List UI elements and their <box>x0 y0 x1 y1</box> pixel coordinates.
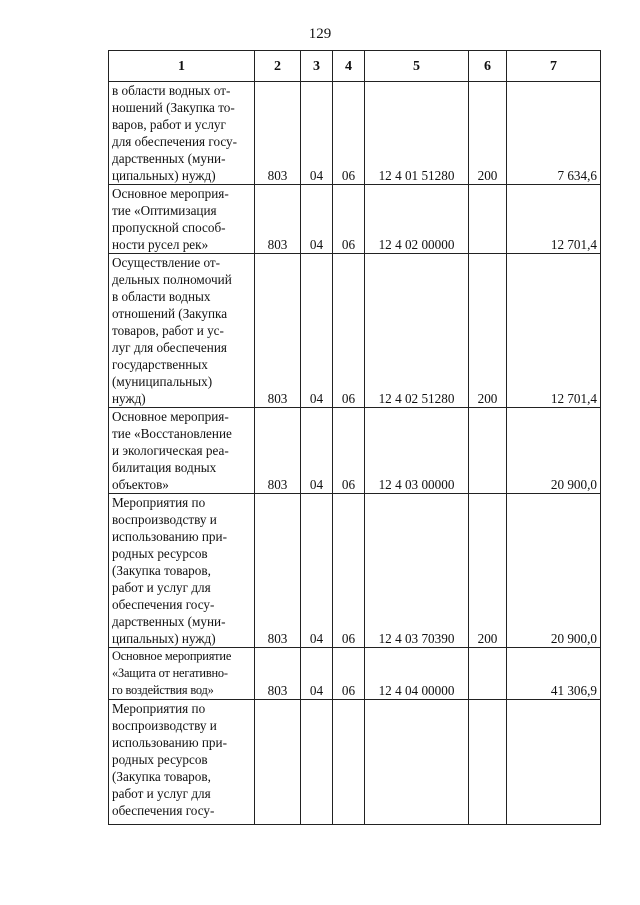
ministry-code: 803 <box>255 408 301 494</box>
ministry-code: 803 <box>255 82 301 185</box>
section-code: 04 <box>301 82 333 185</box>
section-code: 04 <box>301 254 333 408</box>
target-article-code: 12 4 04 00000 <box>365 648 469 700</box>
section-code: 04 <box>301 185 333 254</box>
column-header: 7 <box>507 51 601 82</box>
expense-type-code: 200 <box>469 494 507 648</box>
amount: 7 634,6 <box>507 82 601 185</box>
column-header: 1 <box>109 51 255 82</box>
column-header: 6 <box>469 51 507 82</box>
ministry-code: 803 <box>255 185 301 254</box>
section-code: 04 <box>301 648 333 700</box>
subsection-code: 06 <box>333 82 365 185</box>
target-article-code: 12 4 03 00000 <box>365 408 469 494</box>
ministry-code: 803 <box>255 494 301 648</box>
row-description: Мероприятия по воспроизводству и использованию при- родных ресурсов (Закупка товаров, работ и услуг для обеспечения госу- дарственных (муни- ципальных) нужд) <box>109 494 255 648</box>
table-row <box>109 494 601 648</box>
amount <box>507 700 601 825</box>
column-header: 5 <box>365 51 469 82</box>
amount: 12 701,4 <box>507 185 601 254</box>
expense-type-code <box>469 185 507 254</box>
ministry-code: 803 <box>255 254 301 408</box>
row-description: в области водных от- ношений (Закупка то- варов, работ и услуг для обеспечения госу- дарственных (муни- ципальных) нужд) <box>109 82 255 185</box>
row-description: Мероприятия по воспроизводству и использованию при- родных ресурсов (Закупка товаров, работ и услуг для обеспечения госу- <box>109 700 255 825</box>
subsection-code: 06 <box>333 185 365 254</box>
section-code: 04 <box>301 408 333 494</box>
budget-table <box>108 50 601 825</box>
table-row <box>109 700 601 825</box>
column-header: 4 <box>333 51 365 82</box>
target-article-code: 12 4 03 70390 <box>365 494 469 648</box>
subsection-code <box>333 700 365 825</box>
page-number: 129 <box>308 26 332 42</box>
table-row <box>109 254 601 408</box>
expense-type-code: 200 <box>469 254 507 408</box>
expense-type-code: 200 <box>469 82 507 185</box>
subsection-code: 06 <box>333 648 365 700</box>
subsection-code: 06 <box>333 408 365 494</box>
ministry-code <box>255 700 301 825</box>
section-code: 04 <box>301 494 333 648</box>
expense-type-code <box>469 648 507 700</box>
column-header: 3 <box>301 51 333 82</box>
expense-type-code <box>469 408 507 494</box>
section-code <box>301 700 333 825</box>
column-header: 2 <box>255 51 301 82</box>
row-description: Основное мероприя- тие «Оптимизация пропускной способ- ности русел рек» <box>109 185 255 254</box>
target-article-code: 12 4 02 51280 <box>365 254 469 408</box>
row-description: Осуществление от- дельных полномочий в области водных отношений (Закупка товаров, работ и ус- луг для обеспечения государственных (муниципальных) нужд) <box>109 254 255 408</box>
target-article-code: 12 4 02 00000 <box>365 185 469 254</box>
row-description: Основное мероприятие «Защита от негативно- го воздействия вод» <box>109 648 255 700</box>
amount: 20 900,0 <box>507 408 601 494</box>
amount: 12 701,4 <box>507 254 601 408</box>
table-header-row <box>109 51 601 82</box>
table-row <box>109 648 601 700</box>
target-article-code <box>365 700 469 825</box>
subsection-code: 06 <box>333 254 365 408</box>
ministry-code: 803 <box>255 648 301 700</box>
amount: 20 900,0 <box>507 494 601 648</box>
expense-type-code <box>469 700 507 825</box>
amount: 41 306,9 <box>507 648 601 700</box>
table-row <box>109 82 601 185</box>
target-article-code: 12 4 01 51280 <box>365 82 469 185</box>
table-row <box>109 408 601 494</box>
row-description: Основное мероприя- тие «Восстановление и экологическая реа- билитация водных объектов» <box>109 408 255 494</box>
subsection-code: 06 <box>333 494 365 648</box>
table-row <box>109 185 601 254</box>
